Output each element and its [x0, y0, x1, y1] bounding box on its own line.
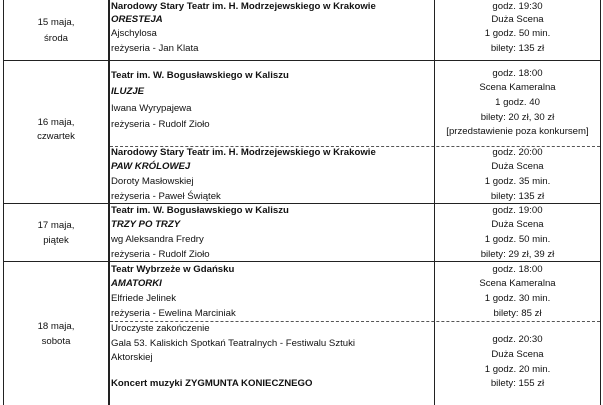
weekday-label: środa [44, 33, 68, 44]
date-label: 17 maja, [37, 220, 75, 231]
play-author: Iwana Wyrypajewa [111, 103, 192, 114]
gala-line: Gala 53. Kaliskich Spotkań Teatralnych - Festiwalu Sztuki [111, 338, 356, 349]
theatre-name: Teatr im. W. Bogusławskiego w Kaliszu [111, 205, 289, 216]
stage-name: Scena Kameralna [479, 82, 556, 93]
date-label: 15 maja, [37, 17, 75, 28]
ticket-price: bilety: 135 zł [490, 191, 545, 202]
play-director: reżyseria - Rudolf Zioło [111, 249, 210, 260]
play-author: Doroty Masłowskiej [111, 176, 194, 187]
stage-name: Scena Kameralna [479, 278, 556, 289]
duration: 1 godz. 35 min. [484, 176, 551, 187]
gala-line: Aktorskiej [111, 352, 153, 363]
play-title: ILUZJE [111, 86, 145, 97]
duration: 1 godz. 20 min. [484, 364, 551, 375]
stage-name: Duża Scena [491, 14, 544, 25]
row-separator [3, 261, 601, 262]
play-author: Elfriede Jelinek [111, 293, 177, 304]
show-time: godz. 19:00 [492, 205, 543, 216]
ticket-price: bilety: 20 zł, 30 zł [480, 112, 555, 123]
play-author: wg Aleksandra Fredry [111, 234, 204, 245]
play-director: reżyseria - Jan Klata [111, 43, 199, 54]
row-separator [3, 203, 601, 204]
show-time: godz. 20:30 [492, 334, 543, 345]
theatre-name: Narodowy Stary Teatr im. H. Modrzejewskiego w Krakowie [111, 1, 376, 12]
stage-name: Duża Scena [491, 219, 544, 230]
play-title: AMATORKI [111, 278, 162, 289]
play-author: Ajschylosa [111, 28, 157, 39]
play-title: TRZY PO TRZY [111, 219, 181, 230]
weekday-label: czwartek [37, 131, 75, 142]
ticket-price: bilety: 29 zł, 39 zł [480, 249, 555, 260]
date-label: 16 maja, [37, 117, 75, 128]
show-time: godz. 19:30 [492, 1, 543, 12]
ticket-price: bilety: 135 zł [490, 43, 545, 54]
theatre-name: Narodowy Stary Teatr im. H. Modrzejewskiego w Krakowie [111, 147, 376, 158]
weekday-label: sobota [41, 336, 71, 347]
closing-ceremony: Uroczyste zakończenie [111, 323, 210, 334]
show-time: godz. 18:00 [492, 68, 543, 79]
competition-note: [przedstawienie poza konkursem] [446, 126, 589, 137]
weekday-label: piątek [43, 235, 69, 246]
play-director: reżyseria - Paweł Świątek [111, 191, 221, 202]
date-label: 18 maja, [37, 321, 75, 332]
theatre-name: Teatr Wybrzeże w Gdańsku [111, 264, 235, 275]
play-director: reżyseria - Ewelina Marciniak [111, 308, 236, 319]
row-separator [3, 60, 601, 61]
entry-separator [110, 321, 600, 322]
duration: 1 godz. 40 [495, 97, 540, 108]
stage-name: Duża Scena [491, 161, 544, 172]
duration: 1 godz. 50 min. [484, 234, 551, 245]
stage-name: Duża Scena [491, 349, 544, 360]
concert-title: Koncert muzyki ZYGMUNTA KONIECZNEGO [111, 378, 313, 389]
show-time: godz. 18:00 [492, 264, 543, 275]
ticket-price: bilety: 155 zł [490, 378, 545, 389]
play-title: PAW KRÓLOWEJ [111, 161, 191, 172]
theatre-name: Teatr im. W. Bogusławskiego w Kaliszu [111, 70, 289, 81]
play-title: ORESTEJA [111, 14, 163, 25]
show-time: godz. 20:00 [492, 147, 543, 158]
duration: 1 godz. 50 min. [484, 28, 551, 39]
duration: 1 godz. 30 min. [484, 293, 551, 304]
play-director: reżyseria - Rudolf Zioło [111, 119, 210, 130]
ticket-price: bilety: 85 zł [493, 308, 542, 319]
